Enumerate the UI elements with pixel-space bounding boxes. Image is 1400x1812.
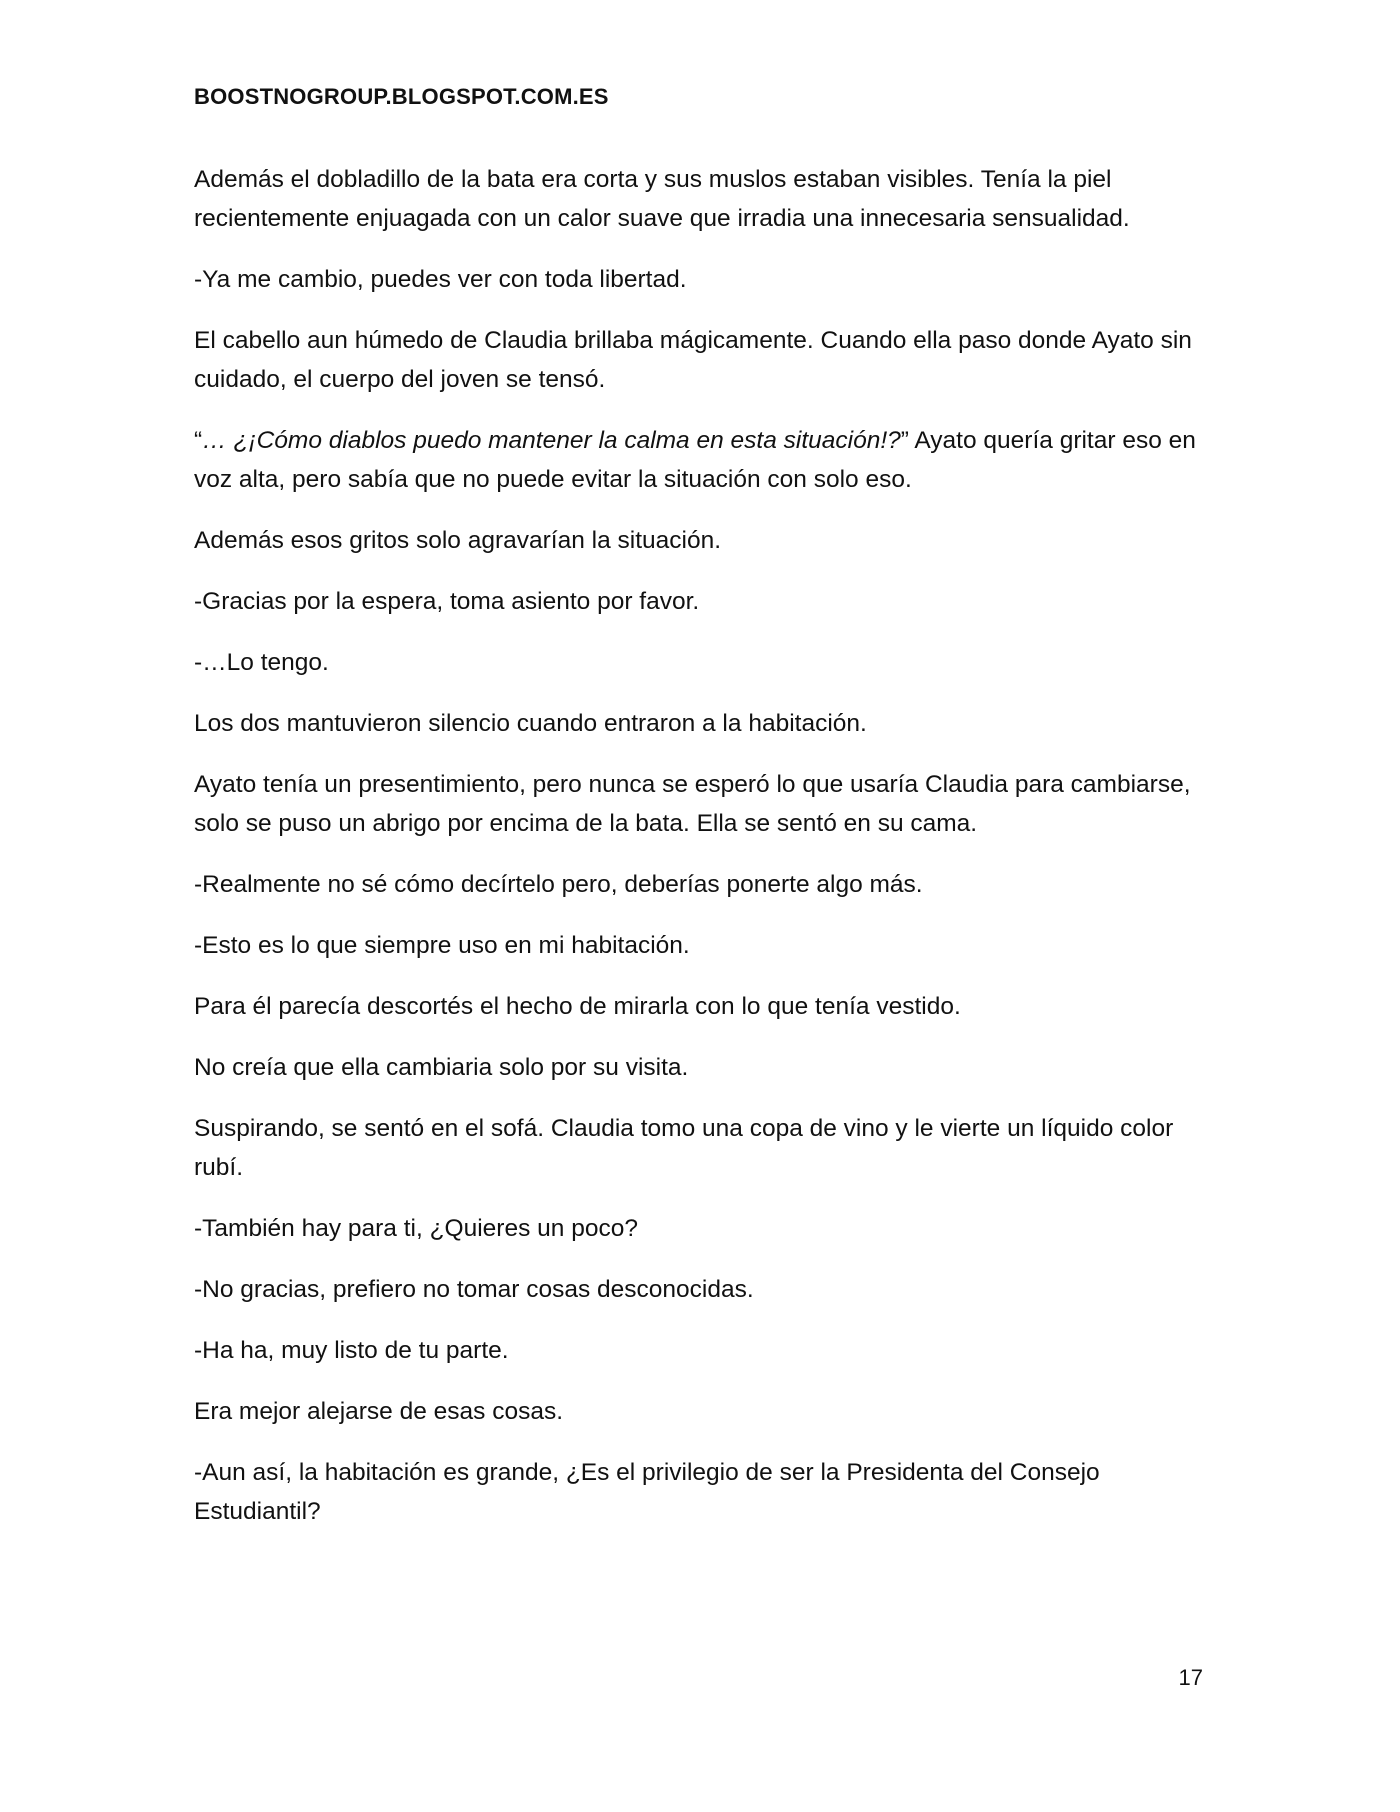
paragraph: -Esto es lo que siempre uso en mi habitación. xyxy=(194,932,690,959)
open-quote: “ xyxy=(194,427,203,454)
paragraph-rest: ” Ayato quería gritar eso en voz alta, pero sabía que no puede evitar la situación con solo eso. xyxy=(194,427,1196,493)
paragraph: Ayato tenía un presentimiento, pero nunca se esperó lo que usaría Claudia para cambiarse, solo se puso un abrigo por encima de la bata. Ella se sentó en su cama. xyxy=(194,771,1191,837)
paragraph: Suspirando, se sentó en el sofá. Claudia tomo una copa de vino y le vierte un líquido color rubí. xyxy=(194,1115,1174,1181)
paragraph: Además el dobladillo de la bata era corta y sus muslos estaban visibles. Tenía la piel recientemente enjuagada con un calor suave que irradia una innecesaria sensualidad. xyxy=(194,166,1130,232)
paragraph: -También hay para ti, ¿Quieres un poco? xyxy=(194,1215,638,1242)
body-text xyxy=(194,160,1214,1553)
paragraph: -Ha ha, muy listo de tu parte. xyxy=(194,1337,509,1364)
paragraph: Era mejor alejarse de esas cosas. xyxy=(194,1398,564,1425)
paragraph: No creía que ella cambiaria solo por su visita. xyxy=(194,1054,689,1081)
paragraph: Los dos mantuvieron silencio cuando entraron a la habitación. xyxy=(194,710,867,737)
paragraph: -Realmente no sé cómo decírtelo pero, deberías ponerte algo más. xyxy=(194,871,923,898)
paragraph: -Aun así, la habitación es grande, ¿Es el privilegio de ser la Presidenta del Consejo Estudiantil? xyxy=(194,1459,1100,1525)
paragraph: Además esos gritos solo agravarían la situación. xyxy=(194,527,722,554)
paragraph: El cabello aun húmedo de Claudia brillaba mágicamente. Cuando ella paso donde Ayato sin cuidado, el cuerpo del joven se tensó. xyxy=(194,327,1192,393)
paragraph: Para él parecía descortés el hecho de mirarla con lo que tenía vestido. xyxy=(194,993,961,1020)
italic-thought: … ¿¡Cómo diablos puedo mantener la calma en esta situación!? xyxy=(202,427,901,454)
paragraph: -…Lo tengo. xyxy=(194,649,329,676)
paragraph: -Ya me cambio, puedes ver con toda libertad. xyxy=(194,266,687,293)
paragraph: -Gracias por la espera, toma asiento por favor. xyxy=(194,588,700,615)
paragraph: -No gracias, prefiero no tomar cosas desconocidas. xyxy=(194,1276,754,1303)
page-number: 17 xyxy=(1178,1665,1203,1690)
paragraph-thought xyxy=(194,421,1214,499)
page-header: BOOSTNOGROUP.BLOGSPOT.COM.ES xyxy=(194,84,609,109)
